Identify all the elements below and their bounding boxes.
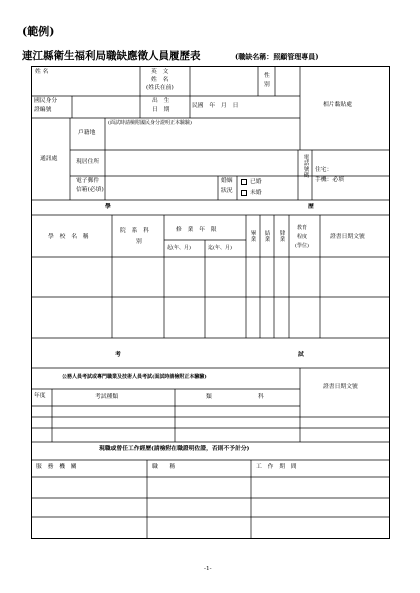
household-note: (面試時請檢附國民身分證明正本驗驗) — [108, 120, 192, 126]
exam-type-header: 考試種類 — [95, 394, 119, 400]
exam-section-left: 考 — [115, 352, 121, 358]
education-section-right: 歷 — [308, 204, 314, 210]
unmarried-checkbox[interactable] — [241, 190, 247, 196]
phone-label: 電話號碼 — [302, 154, 309, 178]
household-label: 戶籍地 — [78, 130, 96, 136]
phone-mobile-label: 手機：必填 — [315, 177, 344, 183]
education-section-left: 學 — [105, 204, 111, 210]
english-name-label-2: 姓 名 — [151, 77, 169, 83]
email-label-1: 電子郵件 — [76, 178, 100, 184]
sample-tag: (範例) — [22, 25, 55, 38]
school-header: 學 校 名 稱 — [48, 234, 89, 240]
page-number: -1- — [204, 566, 212, 572]
contact-section-label: 通訊處 — [40, 156, 58, 162]
degree-header-1: 教育 — [297, 225, 308, 231]
married-checkbox[interactable] — [241, 179, 247, 185]
exam-year-header: 年度 — [34, 393, 46, 399]
exam-category-right: 科 — [258, 394, 264, 400]
id-label-2: 證編號 — [34, 107, 52, 113]
form-title: 連江縣衛生福利局職缺應徵人員履歷表 — [22, 50, 201, 62]
exam-category-left: 類 — [206, 394, 212, 400]
gender-label-2: 別 — [264, 82, 270, 88]
degree-header-2: 程度 — [297, 234, 308, 240]
exam-cert-header: 證書日期文號 — [323, 384, 358, 390]
email-label-2: 信箱(必填) — [76, 187, 104, 193]
birth-label-2: 日 期 — [152, 107, 170, 113]
name-label: 姓 名 — [35, 69, 49, 75]
years-to-header: 迄(年、月) — [208, 245, 232, 251]
exam-section-right: 試 — [298, 352, 304, 358]
graduated-header: 畢業 — [249, 230, 256, 242]
gender-label-1: 性 — [264, 73, 270, 79]
work-period-header: 工 作 期 間 — [256, 464, 297, 470]
exam-header: 公務人員考試或專門職業及技術人員考試(面試時請檢附正本驗驗) — [62, 374, 207, 380]
degree-header-3: (學位) — [295, 243, 309, 249]
unmarried-label: 未婚 — [250, 190, 262, 196]
position-note: (職缺名稱：照顧管理專員) — [235, 52, 319, 61]
marital-label-2: 狀況 — [221, 188, 233, 194]
marital-label-1: 婚姻 — [221, 178, 233, 184]
birth-date-value: 民國 年 月 日 — [192, 103, 239, 109]
married-label: 已婚 — [250, 179, 262, 185]
current-address-label: 現居住所 — [76, 159, 100, 165]
dept-header-1: 院 系 科 — [120, 228, 149, 234]
cert-header: 證書日期文號 — [330, 234, 365, 240]
work-title-header: 職 稱 — [152, 464, 176, 470]
english-name-label-3: (姓氏在前) — [146, 85, 174, 91]
dept-header-2: 別 — [136, 239, 142, 245]
phone-home-label: 住宅： — [315, 167, 333, 173]
english-name-label-1: 英 文 — [151, 69, 169, 75]
years-from-header: 起(年、月) — [167, 245, 191, 251]
completed-header: 結業 — [263, 230, 270, 242]
dropped-header: 肄業 — [278, 230, 285, 242]
id-label-1: 國民身分 — [34, 98, 58, 104]
work-org-header: 服 務 機 關 — [36, 464, 77, 470]
work-header: 現職或曾任工作經歷(請檢附在職證明佐證，否則不予計分) — [99, 446, 250, 452]
years-header: 修 業 年 限 — [176, 227, 217, 233]
birth-label-1: 出 生 — [152, 98, 170, 104]
photo-placeholder: 相片黏貼處 — [323, 102, 352, 108]
